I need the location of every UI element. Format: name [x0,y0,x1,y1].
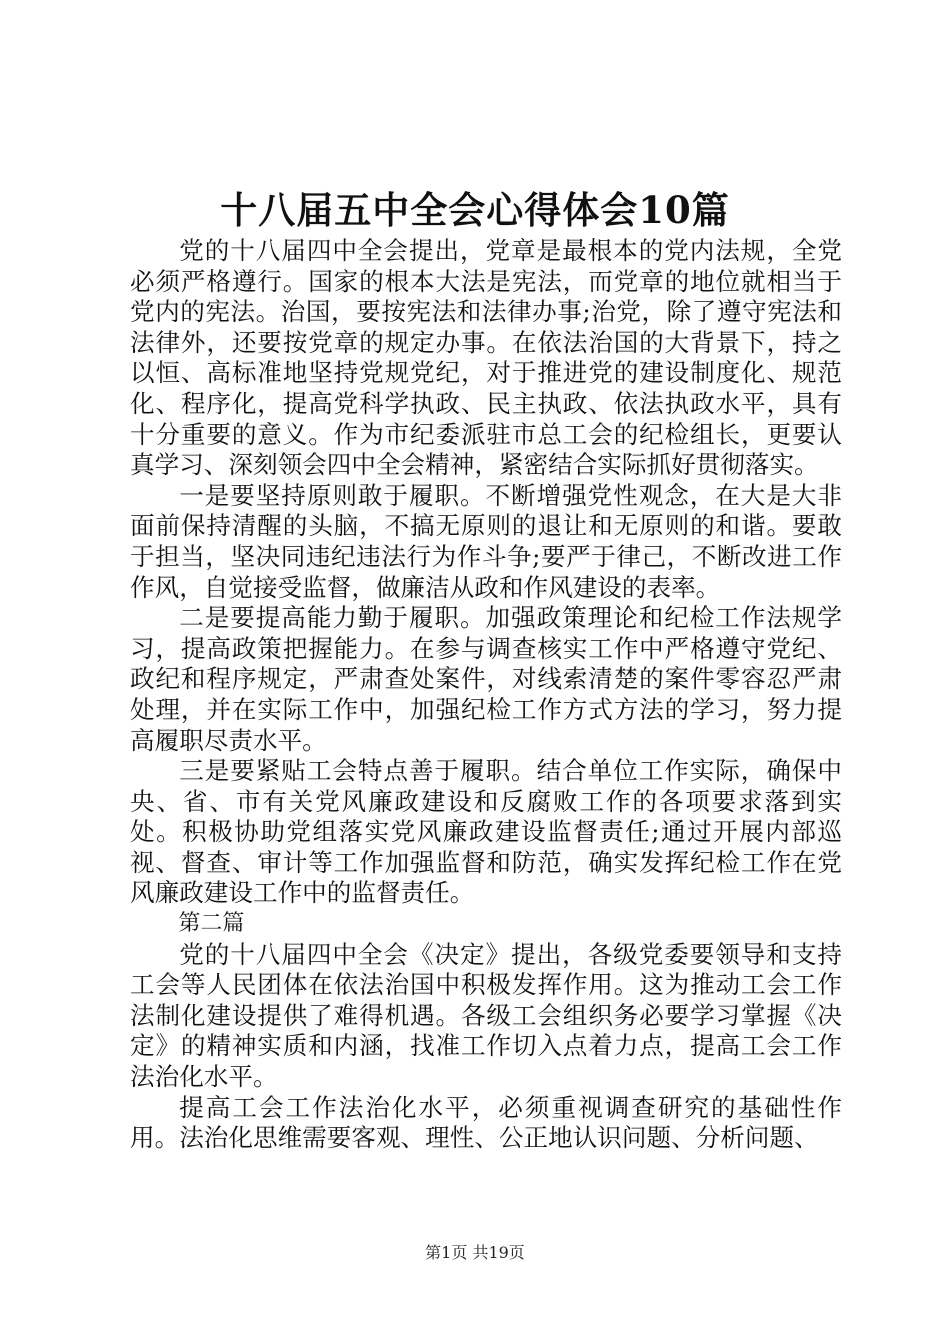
paragraph: 一是要坚持原则敢于履职。不断增强党性观念，在大是大非面前保持清醒的头脑，不搞无原则的退让和无原则的和谐。要敢于担当，坚决同违纪违法行为作斗争;要严于律己，不断改进工作作风，自觉接受监督，做廉洁从政和作风建设的表率。 [130,480,842,602]
section-heading: 第二篇 [178,911,245,937]
paragraph: 党的十八届四中全会提出，党章是最根本的党内法规，全党必须严格遵行。国家的根本大法是宪法，而党章的地位就相当于党内的宪法。治国，要按宪法和法律办事;治党，除了遵守宪法和法律外，还要按党章的规定办事。在依法治国的大背景下，持之以恒、高标准地坚持党规党纪，对于推进党的建设制度化、规范化、程序化，提高党科学执政、民主执政、依法执政水平，具有十分重要的意义。作为市纪委派驻市总工会的纪检组长，更要认真学习、深刻领会四中全会精神，紧密结合实际抓好贯彻落实。 [130,236,842,480]
paragraph: 提高工会工作法治化水平，必须重视调查研究的基础性作用。法治化思维需要客观、理性、公正地认识问题、分析问题、 [130,1092,842,1153]
page-number-footer: 第1页 共19页 [425,1243,525,1262]
paragraph: 三是要紧贴工会特点善于履职。结合单位工作实际，确保中央、省、市有关党风廉政建设和反腐败工作的各项要求落到实处。积极协助党组落实党风廉政建设监督责任;通过开展内部巡视、督查、审计等工作加强监督和防范，确实发挥纪检工作在党风廉政建设工作中的监督责任。 [130,756,842,908]
paragraph: 二是要提高能力勤于履职。加强政策理论和纪检工作法规学习，提高政策把握能力。在参与调查核实工作中严格遵守党纪、政纪和程序规定，严肃查处案件，对线索清楚的案件零容忍严肃处理，并在实际工作中，加强纪检工作方式方法的学习，努力提高履职尽责水平。 [130,603,842,755]
document-body [130,236,842,1154]
paragraph: 党的十八届四中全会《决定》提出，各级党委要领导和支持工会等人民团体在依法治国中积极发挥作用。这为推动工会工作法制化建设提供了难得机遇。各级工会组织务必要学习掌握《决定》的精神实质和内涵，找准工作切入点着力点，提高工会工作法治化水平。 [130,939,842,1092]
document-title: 十八届五中全会心得体会10篇 [220,188,730,232]
